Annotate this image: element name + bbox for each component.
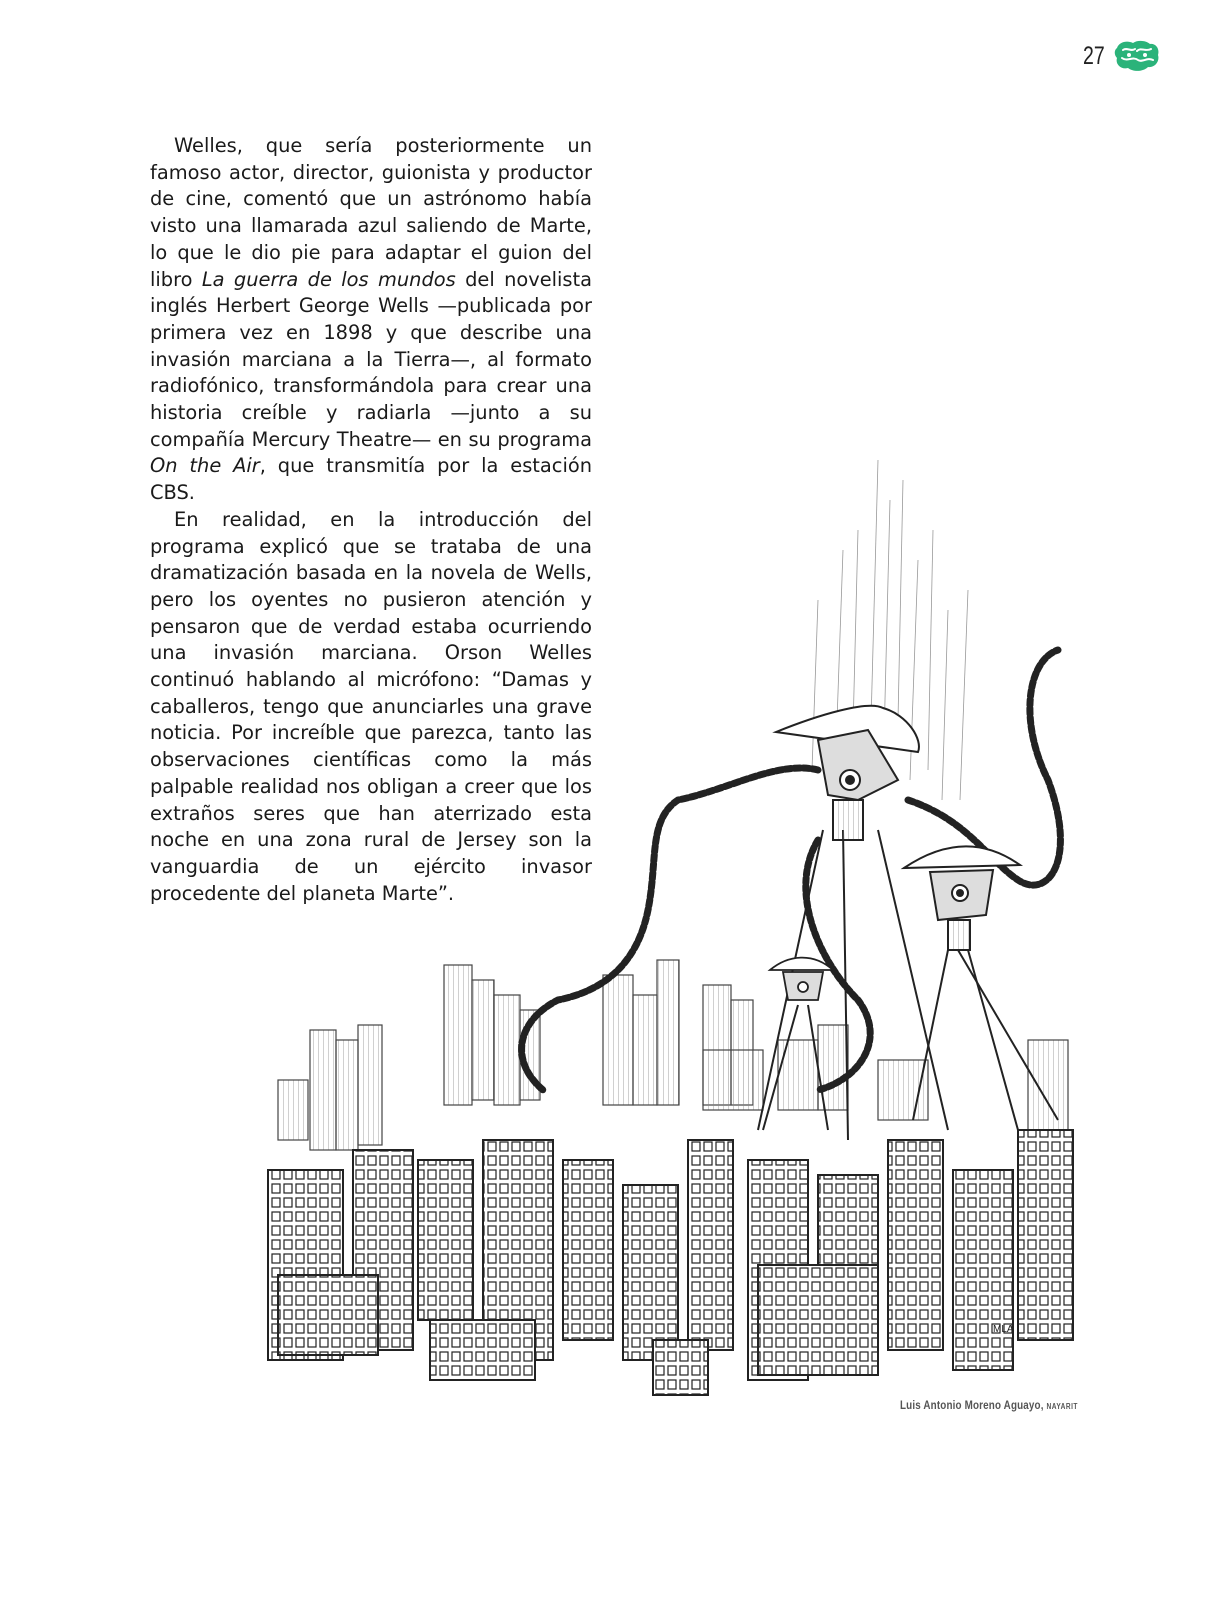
city-foreground [268, 1130, 1073, 1395]
tripod-head-small [770, 958, 833, 1000]
book-title: La guerra de los mundos [201, 267, 456, 291]
illustration-credit [900, 1398, 1078, 1412]
paragraph-2: En realidad, en la introducción del programa explicó que se trataba de una dramatización basada en la novela de Wells, pero los oyentes no pusieron atención y pensaron que de verdad estaba ocurriendo una invasión marciana. Orson Welles continuó hablando al micrófono: “Damas y caballeros, tengo que anunciarles una grave noticia. Por increíble que parezca, tanto las observaciones científicas como la más palpable realidad nos obligan a creer que los extraños seres que han aterrizado esta noche en una zona rural de Jersey son la vanguardia de un ejército invasor procedente del planeta Marte”. [150, 507, 592, 905]
paragraph-1-part-c: , que transmitía por la estación CBS. [150, 454, 592, 505]
page-number: 27 [1083, 42, 1105, 70]
show-title: On the Air [150, 454, 260, 478]
tripod-head-medium [904, 846, 1020, 950]
paragraph-1-part-a: Welles, que sería posteriormente un famoso actor, director, guionista y productor de cine, comentó que un astrónomo había visto una llamarada azul saliendo de Marte, lo que le dio pie para adaptar el guion del libro [150, 134, 592, 291]
war-of-the-worlds-illustration [258, 440, 1090, 1400]
green-brand-logo-icon [1113, 38, 1161, 74]
illustration-signature: MLA [993, 1324, 1014, 1335]
credit-author: Luis Antonio Moreno Aguayo, [900, 1398, 1047, 1412]
distant-skyline [278, 960, 1068, 1150]
paragraph-1-part-b: del novelista inglés Herbert George Wells —publicada por primera vez en 1898 y que describe una invasión marciana a la Tierra—, al formato radiofónico, transformándola para crear una historia creíble y radiarla —junto a su compañía Mercury Theatre— en su programa [150, 267, 592, 451]
tripod-head-large [776, 706, 919, 840]
credit-state: NAYARIT [1046, 1402, 1078, 1411]
